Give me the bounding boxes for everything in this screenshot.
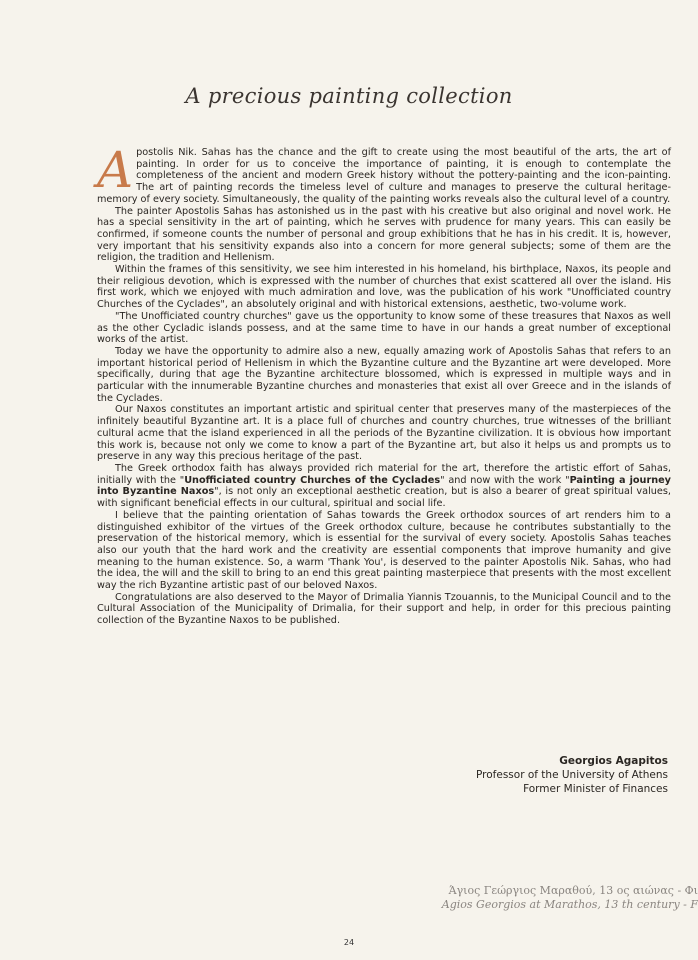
paragraph-text: postolis Nik. Sahas has the chance and the gift to create using the most beautiful of the arts, the art of painting. In order for us to conceive the importance of painting, it is enough to contemplate the completeness of the ancient and modern Greek history without the pottery-painting and the icon-painting. The art of painting records the timeless level of culture and manages to preserve the cultural heritage-memory of every society. Simultaneously, the quality of the painting works reveals also the cultural level of a country. — [97, 147, 671, 205]
image-caption — [438, 884, 698, 912]
caption-english: Agios Georgios at Marathos, 13 th century - F — [441, 898, 698, 911]
signature-block — [476, 754, 668, 796]
paragraph-4: "The Unofficiated country churches" gave us the opportunity to know some of these treasures that Naxos as well as the other Cycladic islands possess, and at the same time to have in our hands a great number of exceptional works of the artist. — [97, 310, 671, 346]
paragraph-5: Today we have the opportunity to admire also a new, equally amazing work of Apostolis Sahas that refers to an important historical period of Hellenism in which the Byzantine culture and the Byzantine art were developed. More specifically, during that age the Byzantine architecture blossomed, which is expressed in multiple ways and in particular with the innumerable Byzantine churches and monasteries that exist all over Greece and in the islands of the Cyclades. — [97, 345, 671, 404]
paragraph-3: Within the frames of this sensitivity, we see him interested in his homeland, his birthplace, Naxos, its people and their religious devotion, which is expressed with the number of churches that exist scattered all over the island. His first work, which we enjoyed with much admiration and love, was the publication of his work "Unofficiated country Churches of the Cyclades", an absolutely original and with historical extensions, aesthetic, two-volume work. — [97, 264, 671, 311]
paragraph-7 — [97, 463, 671, 510]
bold-work-title: Unofficiated country Churches of the Cyclades — [184, 474, 441, 486]
paragraph-6: Our Naxos constitutes an important artistic and spiritual center that preserves many of the masterpieces of the infinitely beautiful Byzantine art. It is a place full of churches and country churches, true witnesses of the brilliant cultural acme that the island experienced in all the periods of the Byzantine civilization. It is obvious how important this work is, because not only we come to know a part of the Byzantine art, but also it helps us and prompts us to preserve in any way this precious heritage of the past. — [97, 404, 671, 463]
bold-work-title: Painting a journey into Byzantine Naxos — [97, 474, 672, 498]
signature-name: Georgios Agapitos — [559, 755, 668, 767]
page-title: A precious painting collection — [185, 84, 513, 108]
signature-title: Professor of the University of Athens — [476, 769, 668, 781]
paragraph-2: The painter Apostolis Sahas has astonished us in the past with his creative but also original and novel work. He has a special sensitivity in the art of painting, which he serves with prudence for many years. This can easily be confirmed, if someone counts the number of personal and group exhibitions that he has in his credit. It is, however, very important that his sensitivity expands also into a concern for more general subjects; some of them are the religion, the tradition and Hellenism. — [97, 205, 671, 264]
signature-title: Former Minister of Finances — [523, 783, 668, 795]
article-body — [97, 141, 672, 627]
paragraph-1 — [97, 141, 671, 206]
page-number: 24 — [343, 938, 355, 947]
paragraph-text: " and now with the work " — [440, 474, 570, 486]
paragraph-text: ", is not only an exceptional aesthetic creation, but is also a bearer of great spiritual values, with significant beneficial effects in our cultural, spiritual and social life. — [97, 486, 671, 510]
paragraph-text: The Greek orthodox faith has always provided rich material for the art, therefore the artistic effort of Sahas, initially with the " — [97, 462, 671, 486]
caption-greek: Άγιος Γεώργιος Μαραθού, 13 ος αιώνας - Φι — [448, 884, 698, 897]
paragraph-9: Congratulations are also deserved to the Mayor of Drimalia Yiannis Tzouannis, to the Municipal Council and to the Cultural Association of the Municipality of Drimalia, for their support and help, in order for this precious painting collection of the Byzantine Naxos to be published. — [97, 591, 671, 627]
drop-cap: A — [97, 141, 134, 199]
paragraph-8: I believe that the painting orientation of Sahas towards the Greek orthodox sources of art renders him to a distinguished exhibitor of the virtues of the Greek orthodox culture, because he contributes substantially to the preservation of the historical memory, which is essential for the survival of every society. Apostolis Sahas teaches also our youth that the hard work and the creativity are essential components that improve humanity and give meaning to the human existence. So, a warm 'Thank You', is deserved to the painter Apostolis Nik. Sahas, who had the idea, the will and the skill to bring to an end this great painting masterpiece that presents with the most excellent way the rich Byzantine artistic past of our beloved Naxos. — [97, 509, 671, 592]
